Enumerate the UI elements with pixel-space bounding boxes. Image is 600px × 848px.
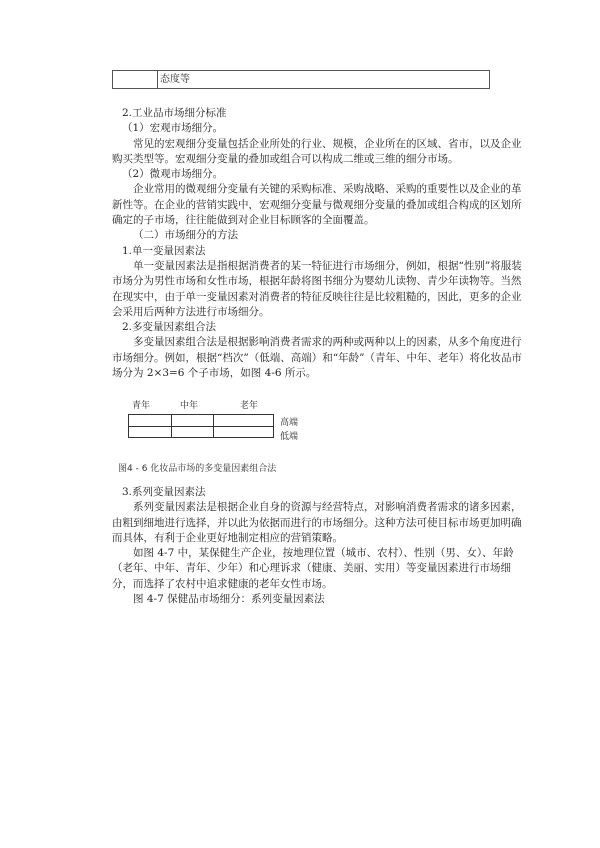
section-heading: 1.单一变量因素法 [122,244,206,257]
paragraph: 企业常用的微观细分变量有关键的采购标准、采购战略、采购的重要性以及企业的革新性等。在企业的营销实践中，宏观细分变量与微观细分变量的叠加或组合构成的区划所确定的子市场，往往能做到对企业目标顾客的全面覆盖。 [112,183,522,227]
column-label: 中年 [180,401,199,411]
section-heading: 2.工业品市场细分标准 [122,107,227,119]
figure-caption: 图4 - 6 化妆品市场的多变量因素组合法 [118,464,277,474]
column-label: 青年 [132,401,151,411]
section-heading: 3.系列变量因素法 [122,486,206,498]
body-section-1 [112,106,522,381]
section-heading: （二）市场细分的方法 [133,229,238,242]
matrix-grid [128,414,274,438]
grid-line [129,426,273,427]
table-cell-empty [113,71,158,88]
figure-caption: 图 4-7 保健品市场细分：系列变量因素法 [133,593,325,606]
sub-heading: （2）微观市场细分。 [122,168,224,181]
table-cell: 态度等 [160,74,190,85]
section-heading: 2.多变量因素组合法 [122,321,217,334]
row-label: 高端 [280,418,299,428]
row-label: 低端 [280,432,299,442]
body-section-2 [112,485,522,607]
paragraph: 常见的宏观细分变量包括企业所处的行业、规模，企业所在的区域、省市，以及企业购买类型等。宏观细分变量的叠加或组合可以构成二维或三维的细分市场。 [112,137,522,165]
table-fragment [112,70,490,89]
paragraph: 系列变量因素法是根据企业自身的资源与经营特点，对影响消费者需求的诸多因素，由粗到细地进行选择，并以此为依据而进行的市场细分。这种方法可使目标市场更加明确而具体，有利于企业更好地制定相应的营销策略。 [112,501,522,544]
paragraph: 单一变量因素法是指根据消费者的某一特征进行市场细分，例如，根据“性别”将服装市场分为男性市场和女性市场，根据年龄将图书细分为婴幼儿读物、青少年读物等。当然在现实中，由于单一变量因素对消费者的特征反映往往是比较粗糙的，因此，更多的企业会采用后两种方法进行市场细分。 [112,259,522,318]
paragraph: 多变量因素组合法是根据影响消费者需求的两种或两种以上的因素，从多个角度进行市场细分。例如，根据“档次”（低端、高端）和“年龄”（青年、中年、老年）将化妆品市场分为 2×3=6 个子市场，如图 4-6 所示。 [112,336,522,380]
figure-4-6 [118,398,318,468]
column-label: 老年 [240,401,259,411]
sub-heading: （1）宏观市场细分。 [122,122,224,135]
paragraph: 如图 4-7 中，某保健生产企业，按地理位置（城市、农村）、性别（男、女）、年龄（老年、中年、青年、少年）和心理诉求（健康、美丽、实用）等变量因素进行市场细分，而选择了农村中追求健康的老年女性市场。 [112,547,514,590]
